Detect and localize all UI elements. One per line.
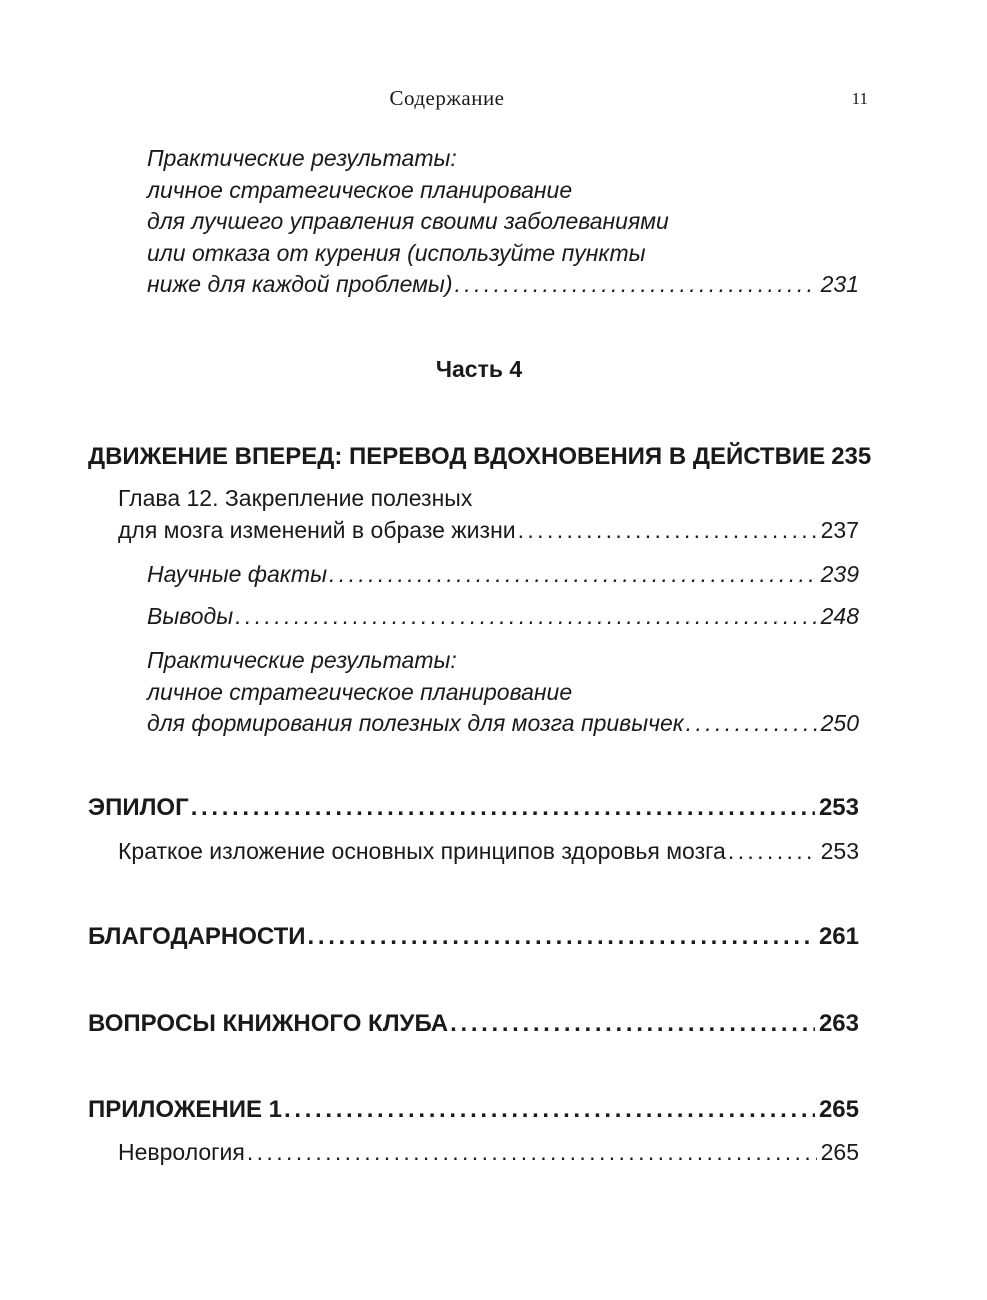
toc-entry-line: личное стратегическое планирование — [147, 678, 573, 705]
dot-leader — [728, 836, 817, 868]
toc-entry-line: для мозга изменений в образе жизни — [118, 516, 516, 543]
toc-entry-title: ПРИЛОЖЕНИЕ 1 — [88, 1096, 283, 1123]
toc-entry-scientific-facts[interactable] — [147, 559, 859, 591]
toc-entry-epilogue[interactable] — [88, 792, 859, 824]
dot-leader — [191, 792, 815, 824]
dot-leader — [686, 708, 817, 740]
toc-entry-title: ВОПРОСЫ КНИЖНОГО КЛУБА — [88, 1010, 449, 1037]
toc-entry-title: БЛАГОДАРНОСТИ — [88, 923, 306, 950]
toc-page-number: 237 — [820, 516, 859, 543]
dot-leader — [455, 269, 817, 301]
toc-entry-title: ДВИЖЕНИЕ ВПЕРЕД: ПЕРЕВОД ВДОХНОВЕНИЯ В ДЕЙСТВИЕ — [88, 443, 826, 470]
toc-entry-line: Глава 12. Закрепление полезных — [118, 485, 473, 511]
toc-entry-line: Практические результаты: — [147, 145, 457, 171]
running-header-title: Содержание — [389, 86, 505, 110]
toc-entry-practical-results-2[interactable] — [147, 645, 859, 740]
dot-leader — [329, 559, 817, 591]
toc-entry-title: ЭПИЛОГ — [88, 794, 189, 821]
toc-entry-line: для формирования полезных для мозга привычек — [147, 710, 684, 736]
toc-page-number: 235 — [831, 443, 872, 470]
dot-leader — [308, 921, 815, 953]
toc-entry-title: Краткое изложение основных принципов здоровья мозга — [118, 838, 726, 864]
toc-page-number: 248 — [820, 603, 859, 629]
toc-entry-line: для лучшего управления своими заболеваниями — [147, 208, 669, 234]
part-title: Часть 4 — [435, 356, 523, 382]
dot-leader — [235, 601, 816, 633]
toc-page-number: 231 — [820, 271, 859, 297]
toc-page-number: 253 — [820, 838, 859, 864]
dot-leader — [450, 1008, 815, 1040]
toc-entry-title: Научные факты — [147, 561, 328, 587]
toc-entry-neurology[interactable] — [118, 1137, 859, 1169]
toc-entry-line: или отказа от курения (используйте пункты — [147, 239, 646, 266]
toc-entry-appendix-1[interactable] — [88, 1094, 859, 1126]
toc-entry-title: Неврология — [118, 1139, 245, 1165]
toc-entry-chapter-12[interactable] — [118, 483, 859, 546]
toc-entry-summary[interactable] — [118, 836, 859, 868]
toc-entry-line: ниже для каждой проблемы) — [147, 271, 453, 297]
toc-page-number: 239 — [820, 561, 859, 587]
dot-leader — [247, 1137, 817, 1169]
toc-page-number: 265 — [818, 1096, 859, 1123]
toc-page-number: 265 — [820, 1139, 859, 1165]
dot-leader — [284, 1094, 815, 1126]
toc-page-number: 263 — [818, 1010, 859, 1037]
toc-page-number: 250 — [820, 710, 859, 736]
toc-entry-line: Практические результаты: — [147, 647, 457, 673]
toc-entry-line: личное стратегическое планирование — [147, 176, 573, 203]
toc-page-number: 261 — [818, 923, 859, 950]
toc-entry-acknowledgements[interactable] — [88, 921, 859, 953]
page-number: 11 — [851, 89, 868, 108]
toc-entry-book-club[interactable] — [88, 1008, 859, 1040]
toc-entry-moving-forward[interactable] — [88, 441, 872, 473]
toc-entry-title: Выводы — [147, 603, 234, 629]
toc-page-number: 253 — [818, 794, 859, 821]
toc-entry-conclusions[interactable] — [147, 601, 859, 633]
dot-leader — [518, 515, 817, 547]
toc-entry-practical-results-1[interactable] — [147, 143, 859, 301]
